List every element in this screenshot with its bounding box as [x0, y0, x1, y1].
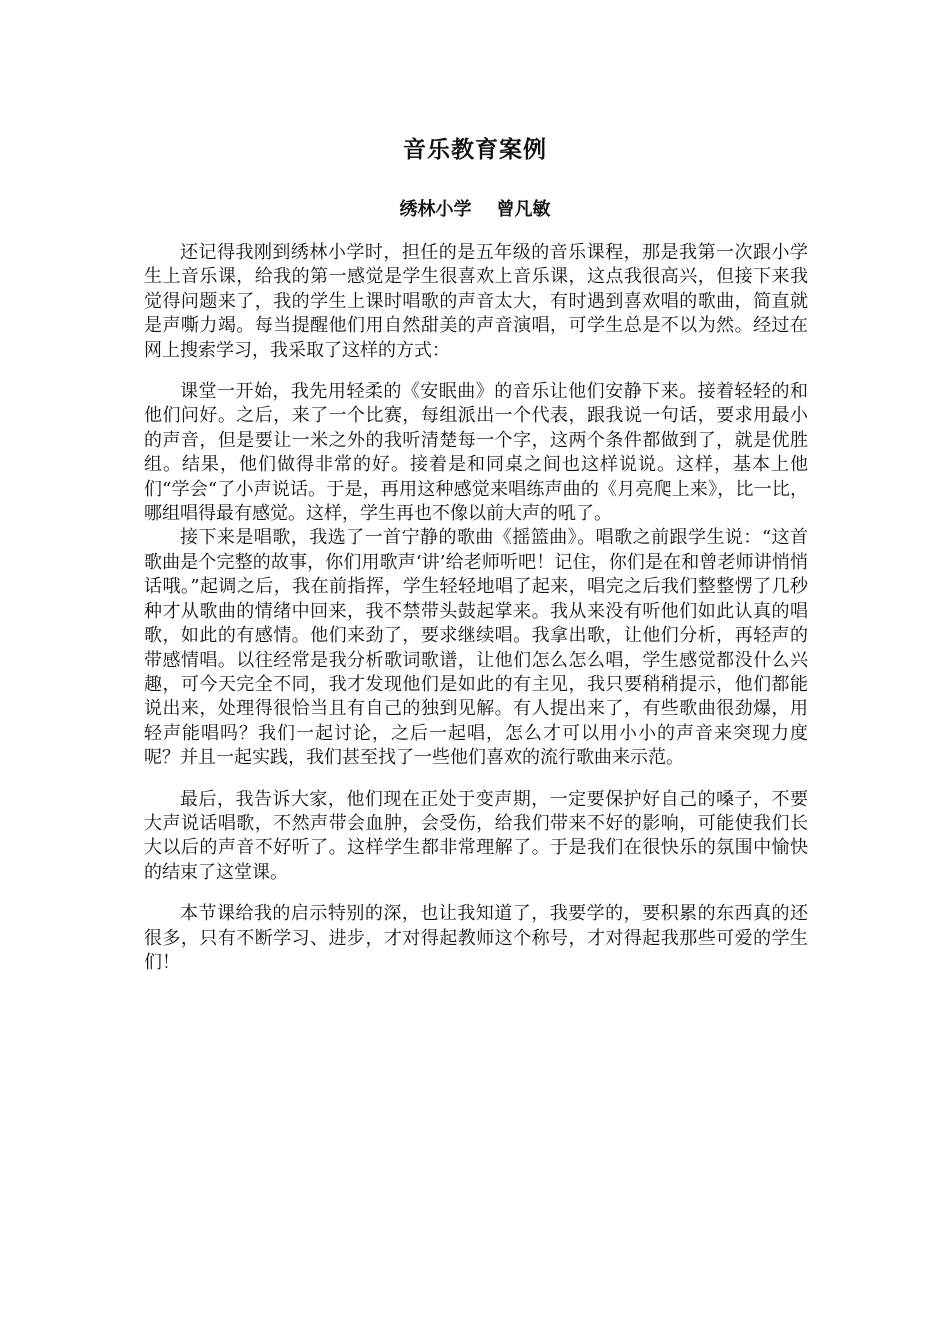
document-title: 音乐教育案例: [403, 136, 547, 163]
paragraph-lesson-start: 课堂一开始，我先用轻柔的《安眠曲》的音乐让他们安静下来。接着轻轻的和他们问好。之后，来了一个比赛，每组派出一个代表，跟我说一句话，要求用最小的声音，但是要让一米之外的我听清楚每一个字，这两个条件都做到了，就是优胜组。结果，他们做得非常的好。接着是和同桌之间也这样说说。这样，基本上他们“学会“了小声说话。于是，再用这种感觉来唱练声曲的《月亮爬上来》，比一比，哪组唱得最有感觉。这样，学生再也不像以前大声的吼了。: [144, 381, 808, 525]
paragraph-conclusion: 最后，我告诉大家，他们现在正处于变声期，一定要保护好自己的嗓子，不要大声说话唱歌，不然声带会血肿，会受伤，给我们带来不好的影响，可能使我们长大以后的声音不好听了。这样学生都非常理解了。于是我们在很快乐的氛围中愉快的结束了这堂课。: [144, 788, 808, 883]
paragraph-intro: 还记得我刚到绣林小学时，担任的是五年级的音乐课程，那是我第一次跟小学生上音乐课，给我的第一感觉是学生很喜欢上音乐课，这点我很高兴，但接下来我觉得问题来了，我的学生上课时唱歌的声音太大，有时遇到喜欢唱的歌曲，简直就是声嘶力竭。每当提醒他们用自然甜美的声音演唱，可学生总是不以为然。经过在网上搜索学习，我采取了这样的方式：: [144, 242, 808, 361]
paragraph-singing: 接下来是唱歌，我选了一首宁静的歌曲《摇篮曲》。唱歌之前跟学生说：“这首歌曲是个完整的故事，你们用歌声‘讲’给老师听吧！记住，你们是在和曾老师讲悄悄话哦。”起调之后，我在前指挥，学生轻轻地唱了起来，唱完之后我们整整愣了几秒种才从歌曲的情绪中回来，我不禁带头鼓起掌来。我从来没有听他们如此认真的唱歌，如此的有感情。他们来劲了，要求继续唱。我拿出歌，让他们分析，再轻声的带感情唱。以往经常是我分析歌词歌谱，让他们怎么怎么唱，学生感觉都没什么兴趣，可今天完全不同，我才发现他们是如此的有主见，我只要稍稍提示，他们都能说出来，处理得很恰当且有自己的独到见解。有人提出来了，有些歌曲很劲爆，用轻声能唱吗？我们一起讨论，之后一起唱，怎么才可以用小小的声音来突现力度呢？并且一起实践，我们甚至找了一些他们喜欢的流行歌曲来示范。: [144, 527, 808, 769]
document-body: [144, 241, 808, 975]
author-byline: 绣林小学 曾凡敏: [399, 199, 551, 220]
paragraph-reflection: 本节课给我的启示特别的深，也让我知道了，我要学的，要积累的东西真的还很多，只有不断学习、进步，才对得起教师这个称号，才对得起我那些可爱的学生们！: [144, 903, 808, 973]
